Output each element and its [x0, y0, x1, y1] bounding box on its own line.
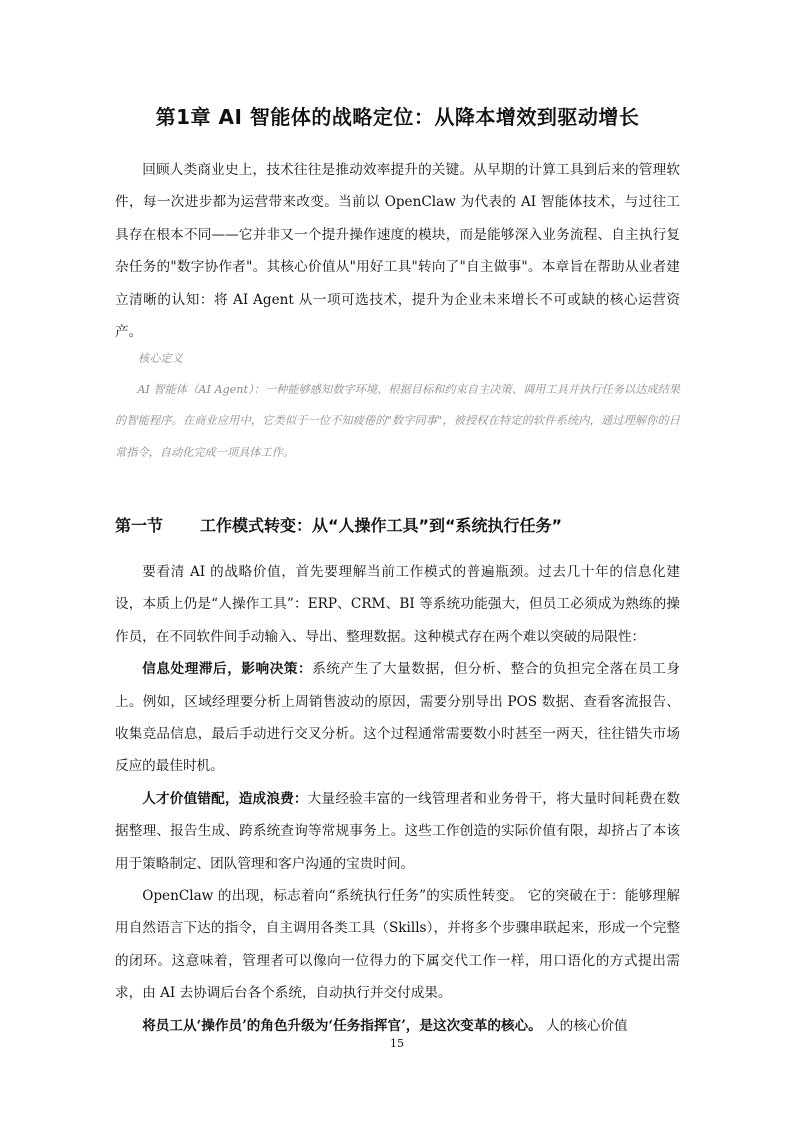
section-paragraph-4: OpenClaw 的出现，标志着向“系统执行任务”的实质性转变。 它的突破在于：能够理解用自然语言下达的指令，自主调用各类工具（Skills），并将多个步骤串联起来，形成一个完整的闭环。这意味着，管理者可以像向一位得力的下属交代工作一样，用口语化的方式提出需求，由 AI 去协调后台各个系统，自动执行并交付成果。	[115, 888, 680, 1002]
paragraph-5-lead: 将员工从‘操作员’的角色升级为‘任务指挥官’，是这次变革的核心。	[142, 1017, 542, 1034]
intro-paragraph: 回顾人类商业史上，技术往往是推动效率提升的关键。从早期的计算工具到后来的管理软件，每一次进步都为运营带来改变。当前以 OpenClaw 为代表的 AI 智能体技术，与过往工具存在根本不同——它并非又一个提升操作速度的模块，而是能够深入业务流程、自主执行复杂任务的"数字协作者"。其核心价值从"用好工具"转向了"自主做事"。本章旨在帮助从业者建立清晰的认知：将 AI Agent 从一项可选技术，提升为企业未来增长不可或缺的核心运营资产。	[115, 162, 680, 341]
section-body	[115, 556, 680, 1042]
chapter-title: 第1章 AI 智能体的战略定位：从降本增效到驱动增长	[155, 105, 640, 129]
section-number: 第一节	[115, 516, 164, 535]
definition-text: AI 智能体（AI Agent）：一种能够感知数字环境、根据目标和约束自主决策、调用工具并执行任务以达成结果的智能程序。在商业应用中，它类似于一位不知疲倦的"数字同事"，被授权在特定的软件系统内，通过理解你的日常指令，自动化完成一项具体工作。	[115, 383, 680, 459]
page-number: 15	[390, 1037, 404, 1050]
paragraph-2-text: 系统产生了大量数据，但分析、整合的负担完全落在员工身上。例如，区域经理要分析上周销售波动的原因，需要分别导出 POS 数据、查看客流报告、收集竞品信息，最后手动进行交叉分析。这个过程通常需要数小时甚至一两天，往往错失市场反应的最佳时机。	[115, 661, 681, 775]
paragraph-2-lead: 信息处理滞后，影响决策：	[142, 661, 313, 678]
definition-label: 核心定义	[138, 352, 183, 365]
section-paragraph-3	[115, 783, 680, 880]
section-paragraph-1: 要看清 AI 的战略价值，首先要理解当前工作模式的普遍瓶颈。过去几十年的信息化建设，本质上仍是“人操作工具”：ERP、CRM、BI 等系统功能强大，但员工必须成为熟练的操作员，在不同软件间手动输入、导出、整理数据。这种模式存在两个难以突破的局限性：	[115, 564, 680, 645]
section-heading	[115, 511, 680, 541]
paragraph-5-text: 人的核心价值	[541, 1017, 628, 1034]
chapter-intro	[115, 154, 680, 348]
paragraph-3-lead: 人才价值错配，造成浪费：	[142, 790, 308, 807]
core-definition-box	[115, 343, 680, 468]
section-paragraph-2	[115, 653, 680, 783]
paragraph-3-text: 大量经验丰富的一线管理者和业务骨干，将大量时间耗费在数据整理、报告生成、跨系统查询等常规事务上。这些工作创造的实际价值有限，却挤占了本该用于策略制定、团队管理和客户沟通的宝贵时间。	[115, 790, 681, 872]
section-title: 工作模式转变：从“人操作工具”到“系统执行任务”	[200, 516, 563, 535]
